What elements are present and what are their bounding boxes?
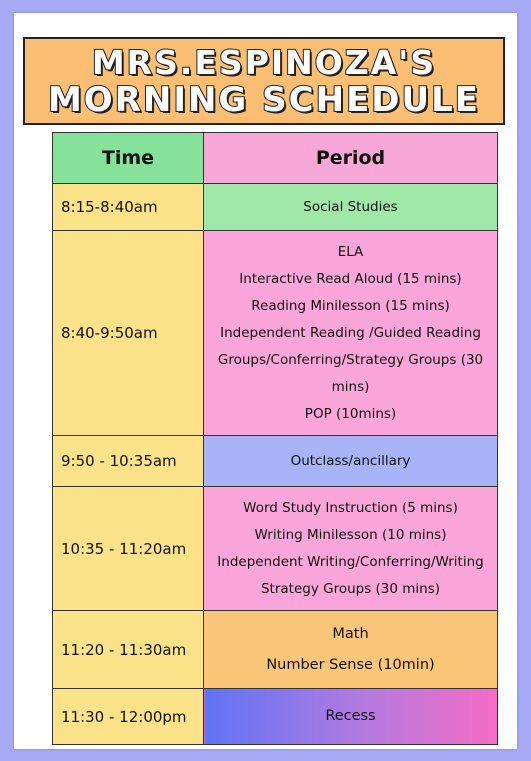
period-cell-outclass [204, 436, 498, 487]
table-row [53, 436, 498, 487]
time-cell: 8:15-8:40am [53, 184, 204, 231]
time-cell: 11:30 - 12:00pm [53, 689, 204, 745]
period-cell-recess [204, 689, 498, 745]
table-row [53, 231, 498, 436]
schedule-table [52, 132, 498, 745]
time-cell: 11:20 - 11:30am [53, 611, 204, 689]
period-line: mins) [331, 378, 370, 395]
period-cell-ela [204, 231, 498, 436]
table-row [53, 689, 498, 745]
period-cell-social-studies [204, 184, 498, 231]
title-line-1: MRS.ESPINOZA'S [91, 43, 437, 82]
column-header-time: Time [53, 133, 204, 184]
period-line: Word Study Instruction (5 mins) [243, 499, 458, 516]
time-cell: 8:40-9:50am [53, 231, 204, 436]
table-row [53, 611, 498, 689]
schedule-page [14, 13, 517, 749]
period-line: Groups/Conferring/Strategy Groups (30 [217, 351, 484, 368]
period-line: Strategy Groups (30 mins) [260, 580, 441, 597]
time-cell: 9:50 - 10:35am [53, 436, 204, 487]
period-line: Outclass/ancillary [290, 452, 411, 469]
period-line: POP (10mins) [304, 405, 397, 422]
title-banner [23, 37, 505, 125]
title-line-2: MORNING SCHEDULE [47, 80, 481, 120]
period-line: Reading Minilesson (15 mins) [251, 297, 450, 314]
period-line: Math [332, 625, 369, 642]
period-cell-math [204, 611, 498, 689]
period-line: Social Studies [303, 198, 398, 215]
period-line: Number Sense (10min) [266, 656, 435, 673]
table-row [53, 487, 498, 611]
period-cell-writing [204, 487, 498, 611]
period-line: Independent Reading /Guided Reading [220, 324, 481, 341]
time-cell: 10:35 - 11:20am [53, 487, 204, 611]
period-line: Interactive Read Aloud (15 mins) [239, 270, 462, 287]
table-row [53, 184, 498, 231]
table-header-row [53, 133, 498, 184]
period-line: ELA [337, 243, 364, 260]
period-line: Independent Writing/Conferring/Writing [217, 553, 484, 570]
period-line: Writing Minilesson (10 mins) [254, 526, 447, 543]
column-header-period: Period [204, 133, 498, 184]
period-line: Recess [325, 708, 376, 724]
